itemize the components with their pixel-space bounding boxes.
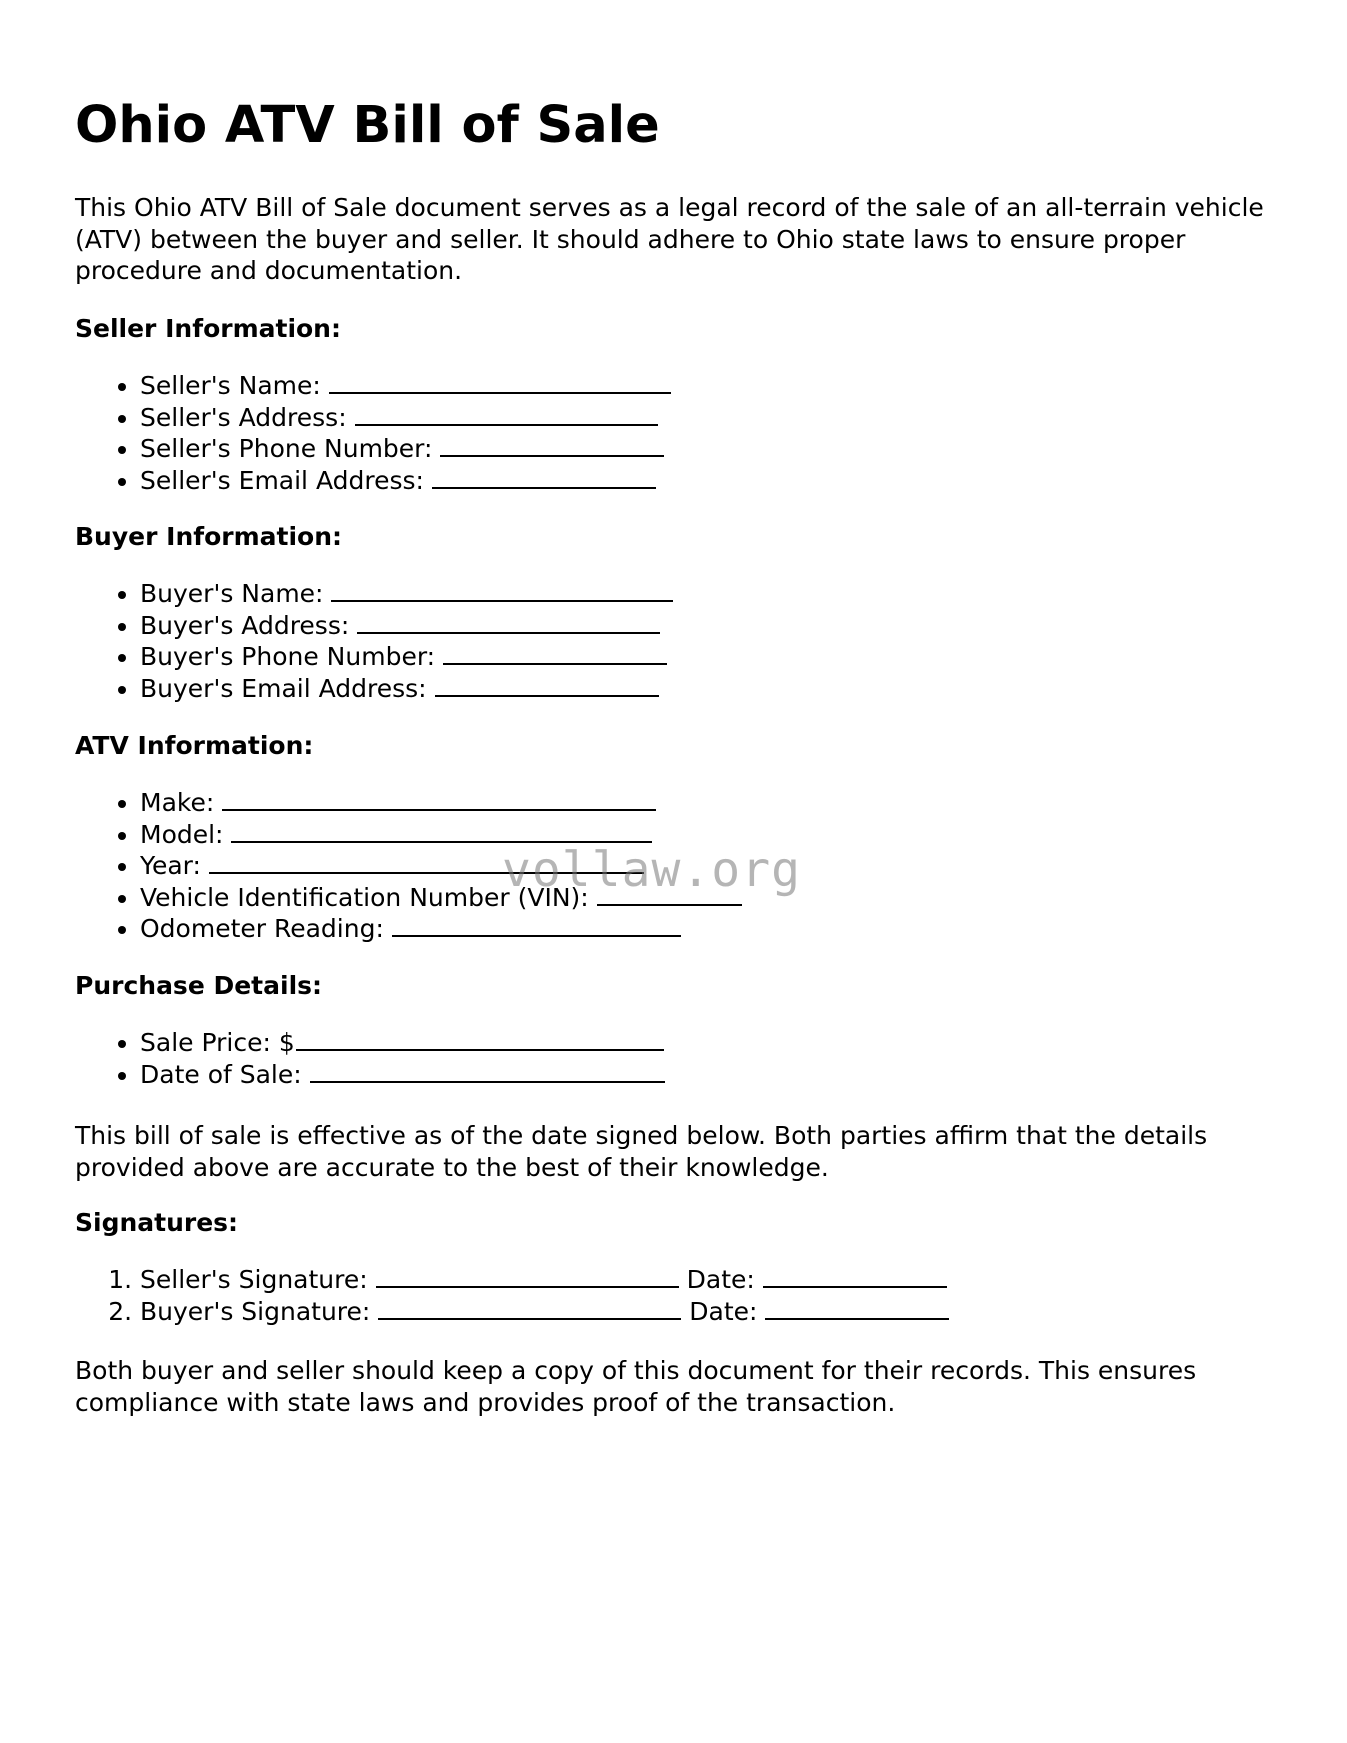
buyer-signature-date-blank[interactable] [765,1298,949,1320]
buyer-signature-label: Buyer's Signature: [140,1296,371,1326]
buyer-name-blank[interactable] [331,580,673,602]
closing-paragraph: Both buyer and seller should keep a copy of this document for their records. This ensures compliance with state laws and provides proof of the transaction. [75,1356,1197,1417]
purchase-field-list [75,1027,665,1090]
buyer-address-blank[interactable] [357,612,660,634]
seller-signature-blank[interactable] [376,1266,679,1288]
buyer-field-list [75,578,673,704]
sale-date-blank[interactable] [310,1061,665,1083]
buyer-signature-date-label: Date: [689,1296,758,1326]
atv-section-heading: ATV Information: [75,731,314,760]
list-item [140,913,742,945]
seller-email-blank[interactable] [432,467,656,489]
year-label: Year: [140,851,201,880]
vin-label: Vehicle Identification Number (VIN): [140,882,589,912]
buyer-phone-label: Buyer's Phone Number: [140,642,436,671]
buyer-phone-blank[interactable] [443,643,667,665]
list-item [140,610,673,642]
seller-signature-label: Seller's Signature: [140,1265,368,1294]
seller-name-blank[interactable] [329,372,671,394]
effective-statement: This bill of sale is effective as of the date signed below. Both parties affirm that the details provided above are accurate to the best of their knowledge. [75,1121,1208,1182]
buyer-email-label: Buyer's Email Address: [140,673,427,703]
make-label: Make: [140,788,215,817]
list-item [140,433,671,465]
seller-name-label: Seller's Name: [140,371,321,400]
sale-price-label: Sale Price: $ [140,1028,295,1057]
seller-phone-blank[interactable] [440,435,664,457]
buyer-section-heading: Buyer Information: [75,522,343,551]
seller-phone-label: Seller's Phone Number: [140,434,433,463]
list-item [140,370,671,402]
list-item [140,787,742,819]
odometer-blank[interactable] [392,915,681,937]
purchase-section-heading: Purchase Details: [75,971,323,1000]
odometer-label: Odometer Reading: [140,914,384,943]
buyer-signature-blank[interactable] [378,1298,681,1320]
seller-signature-date-label: Date: [686,1265,755,1294]
list-item [140,1296,949,1328]
signatures-section-heading: Signatures: [75,1208,239,1237]
buyer-name-label: Buyer's Name: [140,579,324,608]
watermark: vollaw.org [502,842,801,898]
list-item [140,1027,665,1059]
buyer-email-blank[interactable] [435,675,659,697]
model-blank[interactable] [231,821,652,843]
sale-date-label: Date of Sale: [140,1059,302,1089]
list-item [140,673,673,705]
seller-email-label: Seller's Email Address: [140,465,424,495]
sale-price-blank[interactable] [296,1029,664,1051]
list-item [140,641,673,673]
signatures-list [75,1264,949,1327]
model-label: Model: [140,819,224,849]
seller-signature-date-blank[interactable] [763,1266,947,1288]
list-item [140,402,671,434]
seller-address-blank[interactable] [355,404,658,426]
buyer-address-label: Buyer's Address: [140,610,350,640]
intro-paragraph: This Ohio ATV Bill of Sale document serves as a legal record of the sale of an all-terrain vehicle (ATV) between the buyer and seller. It should adhere to Ohio state laws to ensure proper procedure and documentation. [75,193,1264,285]
document-title: Ohio ATV Bill of Sale [75,96,660,155]
seller-section-heading: Seller Information: [75,314,341,343]
list-item [140,1059,665,1091]
list-item [140,578,673,610]
seller-field-list [75,370,671,496]
seller-address-label: Seller's Address: [140,402,347,432]
list-item [140,465,671,497]
make-blank[interactable] [222,789,656,811]
list-item [140,1264,949,1296]
